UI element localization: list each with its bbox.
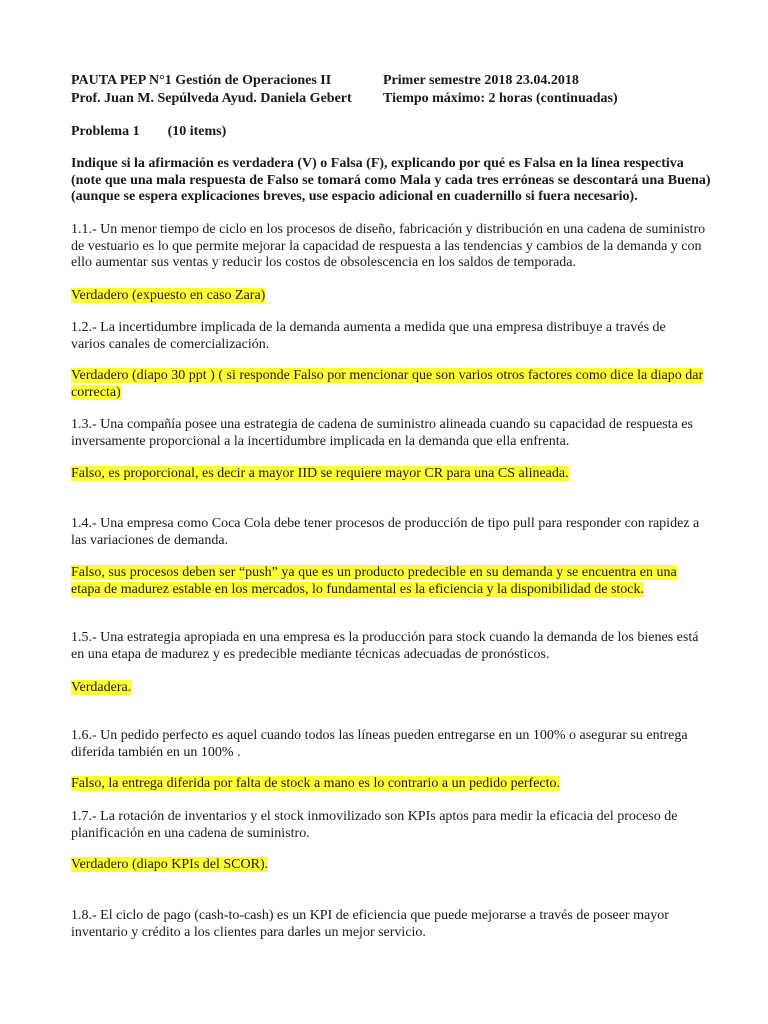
question-1-7: 1.7.- La rotación de inventarios y el stock inmovilizado son KPIs aptos para medir la eficacia del proceso de planificación en una cadena de suministro. [71,809,678,841]
question-1-6: 1.6.- Un pedido perfecto es aquel cuando todos las líneas pueden entregarse en un 100% o asegurar su entrega diferida también en un 100% . [71,728,688,760]
question-1-8: 1.8.- El ciclo de pago (cash-to-cash) es un KPI de eficiencia que puede mejorarse a través de poseer mayor inventario y crédito a los clientes para darles un mejor servicio. [71,908,669,940]
answer-1-5: Verdadera. [71,680,132,695]
header-semester-date: Primer semestre 2018 23.04.2018 [383,73,579,88]
problem-title: Problema 1 (10 items) [71,124,227,139]
question-1-1: 1.1.- Un menor tiempo de ciclo en los procesos de diseño, fabricación y distribución en una cadena de suministro de vestuario es lo que permite mejorar la capacidad de respuesta a las tendencias y cambios de la demanda y con ello aumentar sus ventas y reducir los costos de obsolescencia en los saldos de temporada. [71,222,706,270]
answer-1-6: Falso, la entrega diferida por falta de stock a mano es lo contrario a un pedido perfecto. [71,776,561,791]
question-1-2: 1.2.- La incertidumbre implicada de la demanda aumenta a medida que una empresa distribuye a través de varios canales de comercialización. [71,320,666,352]
instructions: Indique si la afirmación es verdadera (V) o Falsa (F), explicando por qué es Falsa en la línea respectiva (note que una mala respuesta de Falso se tomará como Mala y cada tres erróneas se descontará una Buena) (aunque se espera explicaciones breves, use espacio adicional en cuadernillo si fuera necesario). [71,156,711,204]
header-course-title: PAUTA PEP N°1 Gestión de Operaciones II [71,73,332,88]
answer-1-2: Verdadero (diapo 30 ppt ) ( si responde Falso por mencionar que son varios otros factores como dice la diapo dar correcta) [71,368,704,400]
header-professor: Prof. Juan M. Sepúlveda Ayud. Daniela Gebert [71,91,352,106]
answer-1-1: Verdadero (expuesto en caso Zara) [71,288,266,303]
question-1-5: 1.5.- Una estrategia apropiada en una empresa es la producción para stock cuando la demanda de los bienes está en una etapa de madurez y es predecible mediante técnicas adecuadas de pronósticos. [71,630,699,662]
answer-1-3: Falso, es proporcional, es decir a mayor IID se requiere mayor CR para una CS alineada. [71,466,569,481]
answer-1-4: Falso, sus procesos deben ser “push” ya que es un producto predecible en su demanda y se encuentra en una etapa de madurez estable en los mercados, lo fundamental es la eficiencia y la disponibilidad de stock. [71,565,677,597]
answer-1-7: Verdadero (diapo KPIs del SCOR). [71,857,269,872]
question-1-4: 1.4.- Una empresa como Coca Cola debe tener procesos de producción de tipo pull para responder con rapidez a las variaciones de demanda. [71,516,700,548]
question-1-3: 1.3.- Una compañía posee una estrategia de cadena de suministro alineada cuando su capacidad de respuesta es inversamente proporcional a la incertidumbre implicada en la demanda que ella enfrenta. [71,417,693,449]
header-time-limit: Tiempo máximo: 2 horas (continuadas) [383,91,618,106]
